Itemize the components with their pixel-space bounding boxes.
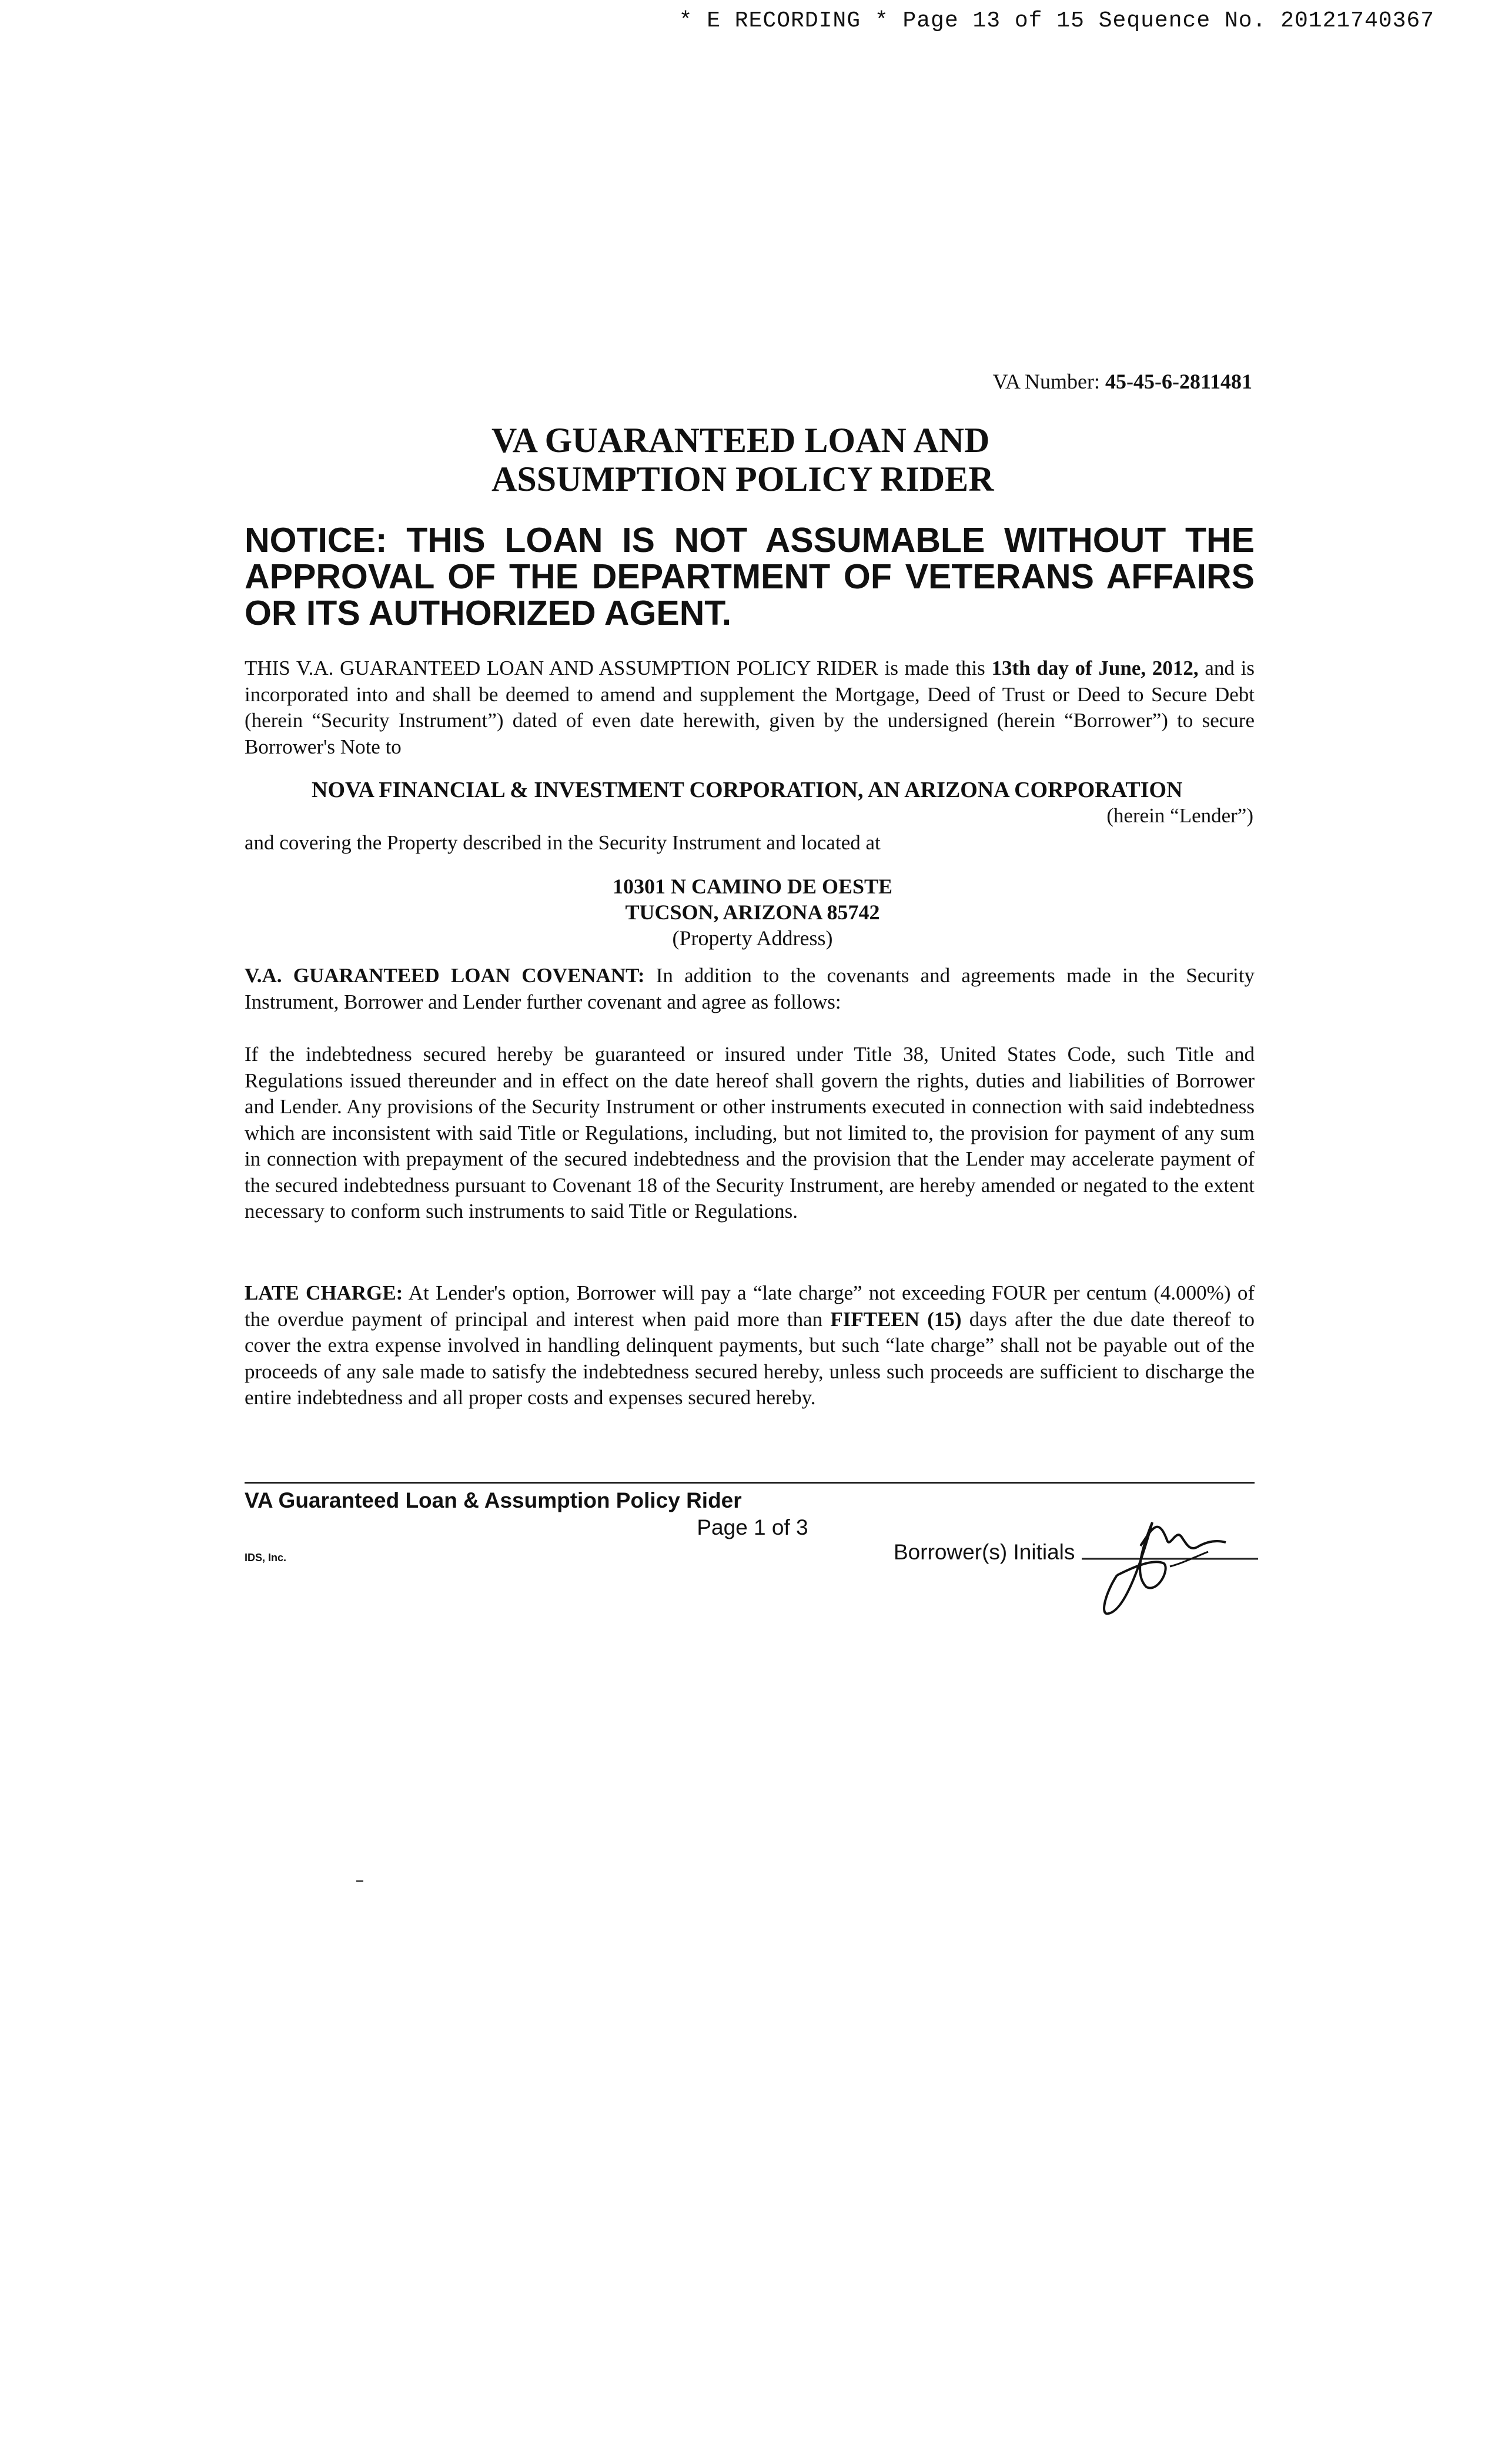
covenant-paragraph	[245, 963, 1255, 1015]
assumption-notice: NOTICE: THIS LOAN IS NOT ASSUMABLE WITHOUT THE APPROVAL OF THE DEPARTMENT OF VETERANS AFFAIRS OR ITS AUTHORIZED AGENT.	[245, 521, 1255, 632]
late-charge-paragraph	[245, 1280, 1255, 1411]
va-number-label: VA Number:	[992, 370, 1101, 393]
document-title	[491, 421, 994, 498]
footer-page-number: Page 1 of 3	[697, 1515, 808, 1539]
va-number-line	[993, 369, 1252, 394]
footer-divider	[245, 1482, 1255, 1484]
property-address	[0, 873, 1505, 951]
footer-form-title: VA Guaranteed Loan & Assumption Policy Rider	[245, 1488, 742, 1512]
late-charge-days: FIFTEEN (15)	[830, 1307, 962, 1331]
intro-paragraph	[245, 655, 1255, 760]
covering-text: and covering the Property described in the Security Instrument and located at	[245, 831, 881, 854]
intro-text-1: THIS V.A. GUARANTEED LOAN AND ASSUMPTION POLICY RIDER is made this	[245, 657, 992, 679]
recording-header: * E RECORDING * Page 13 of 15 Sequence No. 20121740367	[678, 8, 1434, 34]
va-number-value: 45-45-6-2811481	[1105, 370, 1252, 393]
title-line-2: ASSUMPTION POLICY RIDER	[491, 460, 994, 498]
late-charge-text-1: At Lender's option, Borrower will pay a “late charge” not exceeding FOUR per centum (4.000%) of the overdue payment of principal and interest when paid more than	[245, 1281, 1255, 1331]
address-caption: (Property Address)	[672, 926, 833, 950]
late-charge-heading: LATE CHARGE:	[245, 1281, 403, 1304]
address-line-2: TUCSON, ARIZONA 85742	[625, 900, 880, 924]
borrower-initials-label: Borrower(s) Initials	[894, 1540, 1075, 1564]
rider-date-year: 2012,	[1152, 657, 1199, 679]
late-charge-text-2: days after the due date thereof to cover the extra expense involved in handling delinquent payments, but such “late charge” shall not be payable out of the proceeds of any sale made to satisfy the indebtedness secured hereby, unless such proceeds are sufficient to discharge the entire indebtedness and all proper costs and expenses secured hereby.	[245, 1307, 1255, 1409]
lender-suffix: (herein “Lender”)	[1106, 804, 1253, 827]
covenant-text: In addition to the covenants and agreements made in the Security Instrument, Borrower and Lender further covenant and agree as follows:	[245, 964, 1255, 1013]
intro-text-2: and is incorporated into and shall be deemed to amend and supplement the Mortgage, Deed of Trust or Deed to Secure Debt (herein “Security Instrument”) dated of even date herewith, given by the undersigned (herein “Borrower”) to secure Borrower's Note to	[245, 657, 1255, 758]
borrower-initials-signature	[1082, 1505, 1258, 1622]
stray-mark	[356, 1880, 363, 1882]
footer-vendor: IDS, Inc.	[245, 1552, 287, 1564]
covenant-heading: V.A. GUARANTEED LOAN COVENANT:	[245, 964, 645, 987]
covenant-body-paragraph: If the indebtedness secured hereby be guaranteed or insured under Title 38, United States Code, such Title and Regulations issued thereunder and in effect on the date hereof shall govern the rights, duties and liabilities of Borrower and Lender. Any provisions of the Security Instrument or other instruments executed in connection with said indebtedness which are inconsistent with said Title or Regulations, including, but not limited to, the provision for payment of any sum in connection with prepayment of the secured indebtedness and the provision that the Lender may accelerate payment of the secured indebtedness pursuant to Covenant 18 of the Security Instrument, are hereby amended or negated to the extent necessary to conform such instruments to said Title or Regulations.	[245, 1043, 1255, 1223]
title-line-1: VA GUARANTEED LOAN AND	[491, 421, 990, 460]
rider-date-day: 13th day of June,	[991, 657, 1146, 679]
address-line-1: 10301 N CAMINO DE OESTE	[612, 875, 893, 898]
lender-name: NOVA FINANCIAL & INVESTMENT CORPORATION, AN ARIZONA CORPORATION	[312, 778, 1183, 802]
